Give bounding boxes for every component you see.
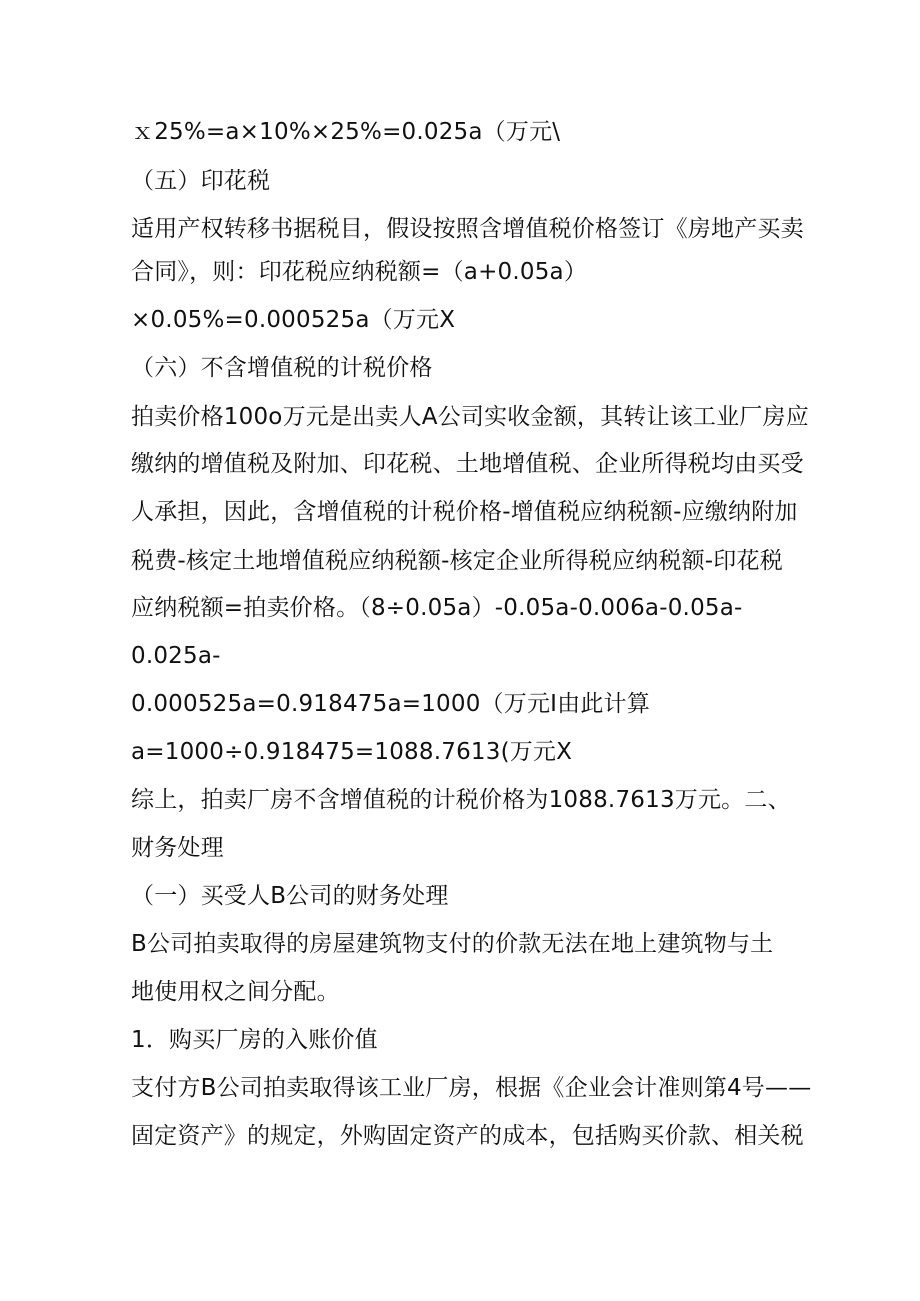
text-line: 缴纳的增值税及附加、印花税、土地增值税、企业所得税均由买受 [131,451,804,477]
text-line: 税费-核定土地增值税应纳税额-核定企业所得税应纳税额-印花税 [131,548,783,574]
section-heading: （五）印花税 [131,168,271,194]
text-line: 0.025a- [131,643,221,669]
text-line: 固定资产》的规定，外购固定资产的成本，包括购买价款、相关税 [131,1123,804,1149]
text-line: 合同》，则：印花税应纳税额=（a+0.05a） [131,259,588,285]
section-heading: （一）买受人B公司的财务处理 [131,883,449,909]
text-line: 地使用权之间分配。 [131,979,340,1005]
section-heading: 财务处理 [131,835,224,861]
text-line: ×0.05%=0.000525a（万元X [131,307,456,333]
text-line: B公司拍卖取得的房屋建筑物支付的价款无法在地上建筑物与土 [131,931,774,957]
subsection-heading: 1．购买厂房的入账价值 [131,1027,378,1053]
text-line: 0.000525a=0.918475a=1000（万元I由此计算 [131,691,650,717]
text-line: 人承担，因此，含增值税的计税价格-增值税应纳税额-应缴纳附加 [131,499,798,525]
text-line: ｘ25%=a×10%×25%=0.025a（万元\ [131,119,561,145]
text-line: 拍卖价格100o万元是出卖人A公司实收金额，其转让该工业厂房应 [131,404,809,430]
text-line: 适用产权转移书据税目，假设按照含增值税价格签订《房地产买卖 [131,216,804,242]
section-heading: （六）不含增值税的计税价格 [131,355,433,381]
text-line: a=1000÷0.918475=1088.7613(万元X [131,739,573,765]
text-line: 支付方B公司拍卖取得该工业厂房，根据《企业会计准则第4号—— [131,1075,812,1101]
text-line: 综上，拍卖厂房不含增值税的计税价格为1088.7613万元。二、 [131,787,791,813]
text-line: 应纳税额=拍卖价格。（8÷0.05a）-0.05a-0.006a-0.05a- [131,595,743,621]
